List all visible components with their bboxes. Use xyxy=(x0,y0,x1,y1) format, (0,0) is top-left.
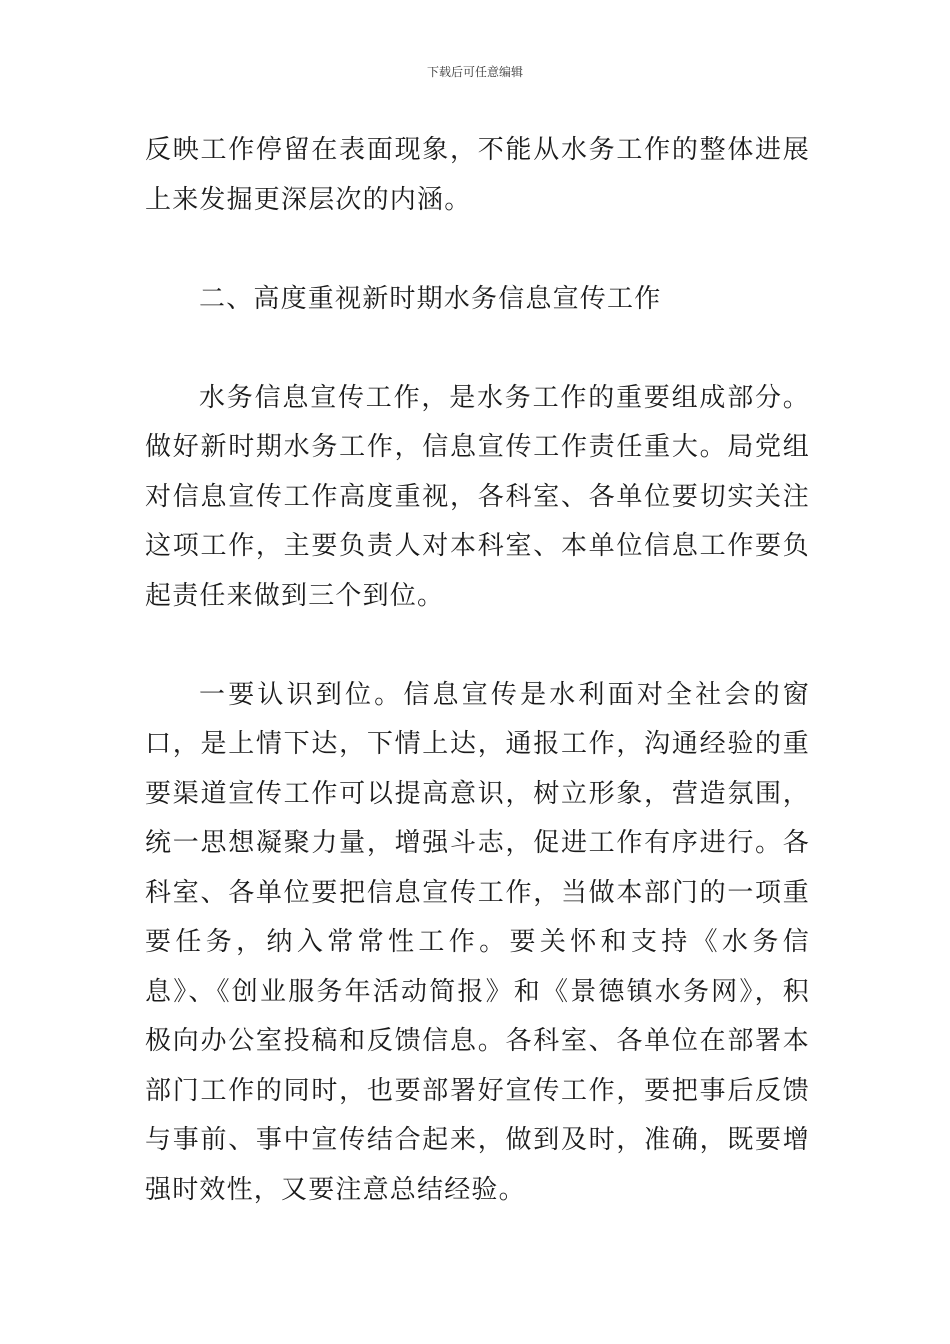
paragraph-importance: 水务信息宣传工作，是水务工作的重要组成部分。做好新时期水务工作，信息宣传工作责任重大。局党组对信息宣传工作高度重视，各科室、各单位要切实关注这项工作，主要负责人对本科室、本单位信息工作要负起责任来做到三个到位。 xyxy=(145,382,810,611)
paragraph-gap xyxy=(145,324,810,374)
page-header-note: 下载后可任意编辑 xyxy=(426,65,523,79)
document-body xyxy=(145,126,810,1215)
paragraph-gap xyxy=(145,225,810,275)
paragraph-awareness: 一要认识到位。信息宣传是水利面对全社会的窗口，是上情下达，下情上达，通报工作，沟通经验的重要渠道宣传工作可以提高意识，树立形象，营造氛围，统一思想凝聚力量，增强斗志，促进工作有序进行。各科室、各单位要把信息宣传工作，当做本部门的一项重要任务，纳入常常性工作。要关怀和支持《水务信息》、《创业服务年活动简报》和《景德镇水务网》，积极向办公室投稿和反馈信息。各科室、各单位在部署本部门工作的同时，也要部署好宣传工作，要把事后反馈与事前、事中宣传结合起来，做到及时，准确，既要增强时效性，又要注意总结经验。 xyxy=(145,679,810,1205)
paragraph-gap xyxy=(145,621,810,671)
paragraph-continuation: 反映工作停留在表面现象，不能从水务工作的整体进展上来发掘更深层次的内涵。 xyxy=(145,135,810,215)
section-heading: 二、高度重视新时期水务信息宣传工作 xyxy=(199,283,662,314)
